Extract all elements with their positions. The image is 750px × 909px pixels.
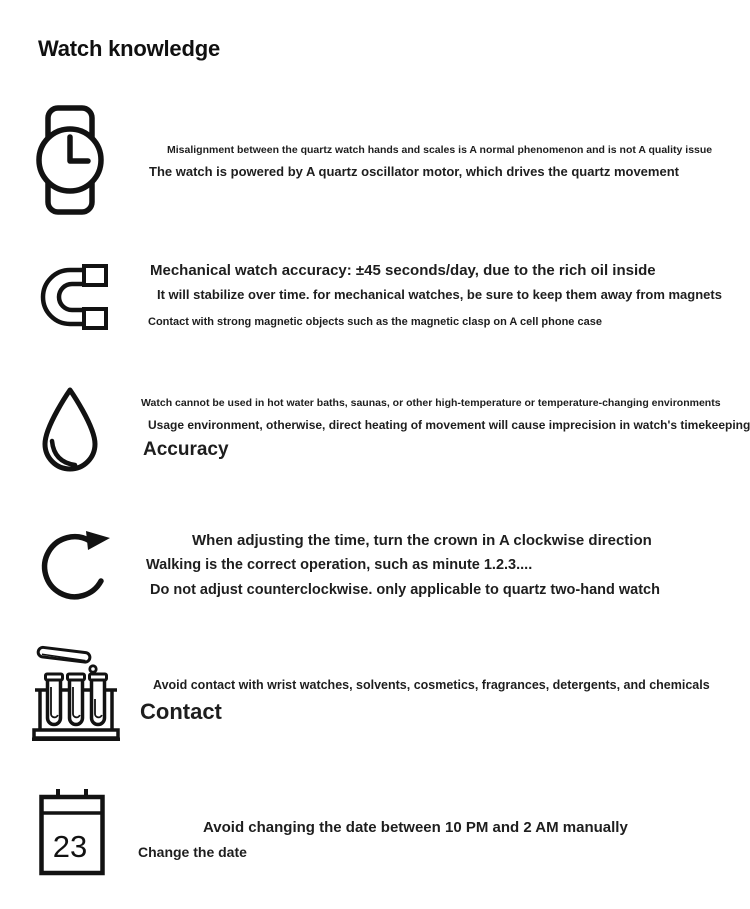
- calendar-icon: [38, 787, 106, 877]
- section-quartz-movement: [0, 105, 750, 225]
- section-text-line: Misalignment between the quartz watch hands and scales is A normal phenomenon and is not A quality issue: [167, 144, 713, 156]
- magnet-icon: [38, 262, 108, 332]
- section-temperature: [0, 383, 750, 493]
- section-text-line: Contact: [140, 699, 222, 724]
- clockwise-arrow-icon: [36, 519, 112, 605]
- section-crown-adjustment: [0, 518, 750, 618]
- section-text-line: Change the date: [138, 844, 247, 860]
- page-title: Watch knowledge: [38, 36, 220, 61]
- section-magnetism: [0, 256, 750, 346]
- section-text-line: When adjusting the time, turn the crown in A clockwise direction: [192, 532, 652, 549]
- section-text-line: It will stabilize over time. for mechanical watches, be sure to keep them away from magnets: [157, 287, 722, 302]
- section-text-line: Avoid changing the date between 10 PM and 2 AM manually: [203, 819, 628, 836]
- section-text-line: Mechanical watch accuracy: ±45 seconds/day, due to the rich oil inside: [150, 262, 656, 279]
- section-text-line: Usage environment, otherwise, direct heating of movement will cause imprecision in watch's timekeeping: [148, 418, 750, 432]
- section-text-line: Accuracy: [143, 439, 229, 460]
- section-text-line: The watch is powered by A quartz oscillator motor, which drives the quartz movement: [149, 164, 679, 179]
- watch-icon: [36, 105, 104, 215]
- section-date-change: [0, 788, 750, 888]
- section-text-line: Avoid contact with wrist watches, solvents, cosmetics, fragrances, detergents, and chemicals: [153, 678, 710, 692]
- calendar-day-number: 23: [52, 829, 88, 864]
- section-chemicals: [0, 643, 750, 753]
- water-drop-icon: [37, 386, 103, 478]
- section-text-line: Contact with strong magnetic objects such as the magnetic clasp on A cell phone case: [148, 316, 602, 328]
- test-tubes-icon: [32, 645, 120, 741]
- section-text-line: Watch cannot be used in hot water baths, saunas, or other high-temperature or temperature-changing environments: [141, 397, 721, 409]
- section-text-line: Walking is the correct operation, such as minute 1.2.3....: [146, 557, 533, 573]
- section-text-line: Do not adjust counterclockwise. only applicable to quartz two-hand watch: [150, 582, 660, 598]
